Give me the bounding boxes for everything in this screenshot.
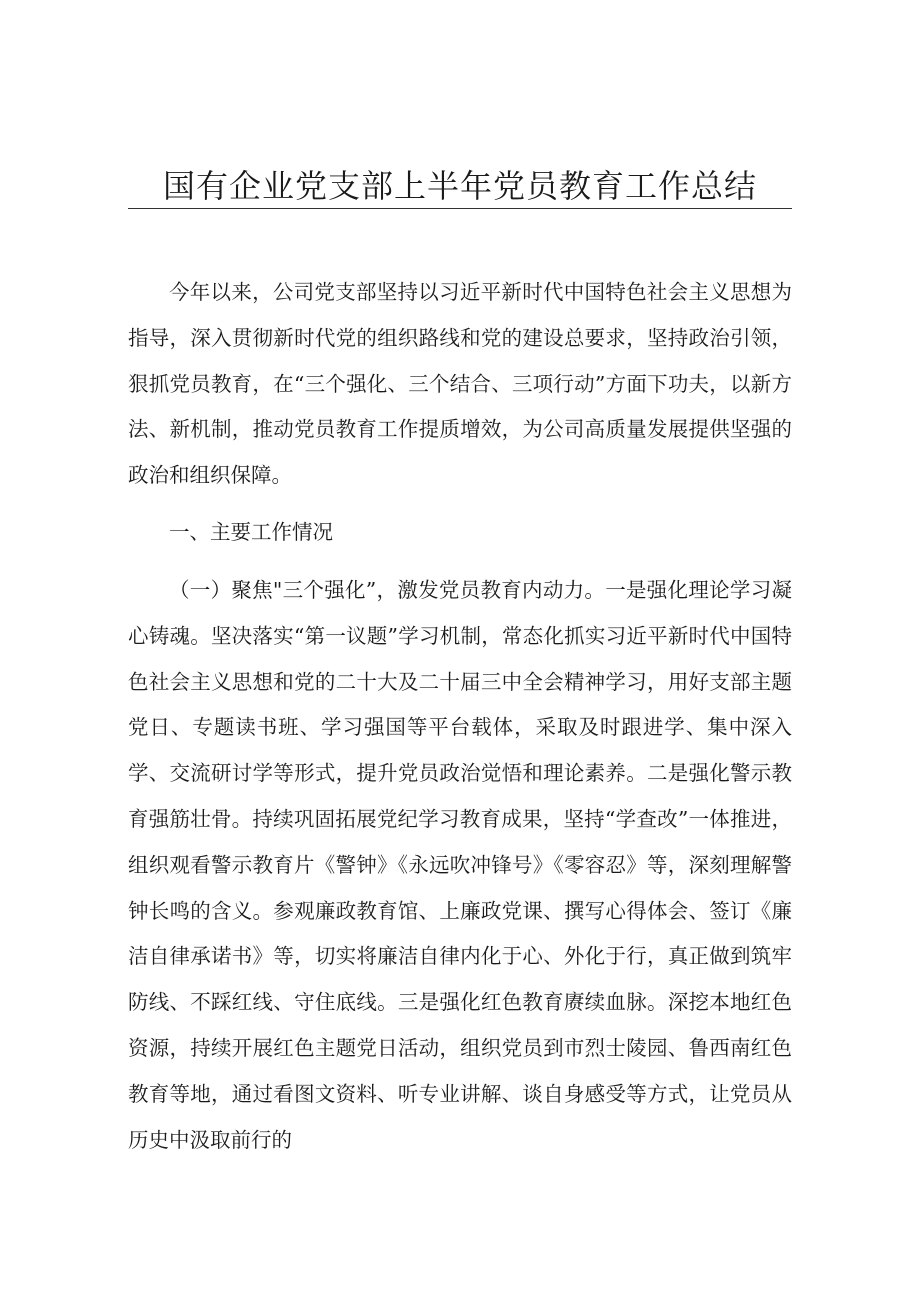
- section-heading: 一、主要工作情况: [169, 520, 333, 544]
- title-underline: [128, 208, 792, 209]
- document-title: 国有企业党支部上半年党员教育工作总结: [162, 167, 757, 205]
- section-1-paragraph: （一）聚焦"三个强化”，激发党员教育内动力。一是强化理论学习凝心铸魂。坚决落实“第一议题”学习机制，常态化抓实习近平新时代中国特色社会主义思想和党的二十大及二十届三中全会精神学习，用好支部主题党日、专题读书班、学习强国等平台载体，采取及时跟进学、集中深入学、交流研讨学等形式，提升党员政治觉悟和理论素养。二是强化警示教育强筋壮骨。持续巩固拓展党纪学习教育成果，坚持“学查改”一体推进，组织观看警示教育片《警钟》《永远吹冲锋号》《零容忍》等，深刻理解警钟长鸣的含义。参观廉政教育馆、上廉政党课、撰写心得体会、签订《廉洁自律承诺书》等，切实将廉洁自律内化于心、外化于行，真正做到筑牢防线、不踩红线、守住底线。三是强化红色教育赓续血脉。深挖本地红色资源，持续开展红色主题党日活动，组织党员到市烈士陵园、鲁西南红色教育等地，通过看图文资料、听专业讲解、谈自身感受等方式，让党员从历史中汲取前行的: [128, 578, 792, 1152]
- intro-paragraph: 今年以来，公司党支部坚持以习近平新时代中国特色社会主义思想为指导，深入贯彻新时代党的组织路线和党的建设总要求，坚持政治引领，狠抓党员教育，在“三个强化、三个结合、三项行动”方面下功夫，以新方法、新机制，推动党员教育工作提质增效，为公司高质量发展提供坚强的政治和组织保障。: [128, 280, 792, 488]
